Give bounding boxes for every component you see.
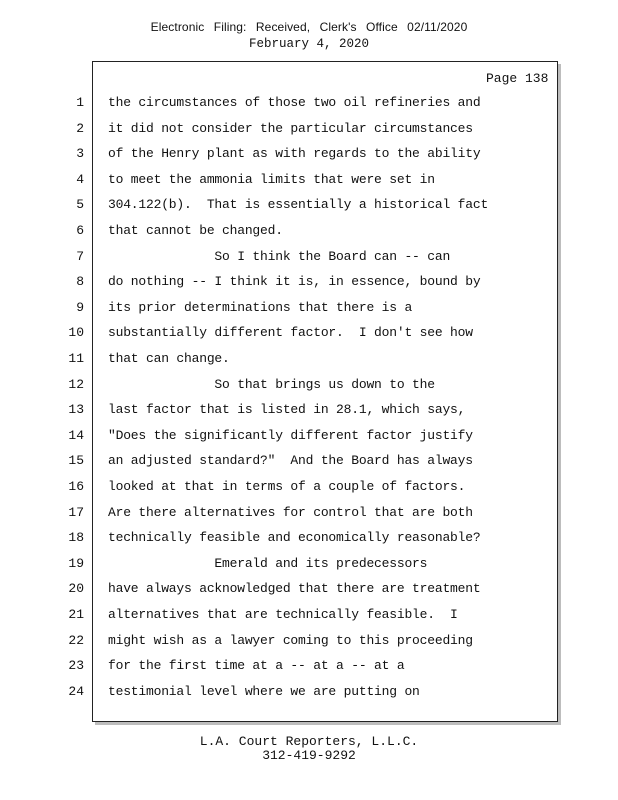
line-text: for the first time at a -- at a -- at a <box>108 658 405 674</box>
line-text: do nothing -- I think it is, in essence, bound by <box>108 274 481 290</box>
line-number: 20 <box>68 581 84 597</box>
line-text: might wish as a lawyer coming to this proceeding <box>108 632 473 648</box>
line-text: it did not consider the particular circumstances <box>108 120 473 136</box>
line-text: that can change. <box>108 351 230 366</box>
line-text: its prior determinations that there is a <box>108 299 413 315</box>
line-number: 4 <box>76 171 84 187</box>
line-number: 2 <box>76 120 84 136</box>
line-text: of the Henry plant as with regards to the ability <box>108 146 481 162</box>
line-text: testimonial level where we are putting on <box>108 683 420 699</box>
line-number: 10 <box>68 325 84 341</box>
line-text: to meet the ammonia limits that were set in <box>108 171 435 187</box>
filing-stamp: Electronic Filing: Received, Clerk's Office 02/11/2020 <box>150 20 468 34</box>
line-number: 18 <box>68 530 84 546</box>
reporter-phone: 312-419-9292 <box>262 748 356 763</box>
line-text: looked at that in terms of a couple of factors. <box>108 479 466 494</box>
line-number: 13 <box>68 402 84 418</box>
line-number: 24 <box>68 683 84 699</box>
line-text: So that brings us down to the <box>108 376 435 392</box>
page-number: Page 138 <box>486 71 549 86</box>
line-text: alternatives that are technically feasible. I <box>108 607 458 622</box>
line-text: "Does the significantly different factor justify <box>108 427 473 443</box>
line-number: 7 <box>76 248 84 264</box>
line-text: Are there alternatives for control that are both <box>108 504 473 520</box>
line-text: technically feasible and economically reasonable? <box>108 530 481 546</box>
line-text: substantially different factor. I don't see how <box>108 325 473 341</box>
line-number: 17 <box>68 504 84 520</box>
line-number: 14 <box>68 427 84 443</box>
line-number: 23 <box>68 658 84 674</box>
line-number: 11 <box>68 351 84 366</box>
line-text: So I think the Board can -- can <box>108 248 451 264</box>
line-number: 3 <box>76 146 84 162</box>
line-number: 12 <box>68 376 84 392</box>
line-text: an adjusted standard?" And the Board has always <box>108 453 473 469</box>
line-number: 1 <box>76 95 84 110</box>
line-text: have always acknowledged that there are treatment <box>108 581 481 597</box>
line-text: Emerald and its predecessors <box>108 555 428 571</box>
line-number: 9 <box>76 299 84 315</box>
reporter-company: L.A. Court Reporters, L.L.C. <box>199 734 419 749</box>
line-number: 15 <box>68 453 84 469</box>
line-text: that cannot be changed. <box>108 223 283 238</box>
line-number: 19 <box>68 555 84 571</box>
line-number: 22 <box>68 632 84 648</box>
line-number: 21 <box>68 607 84 622</box>
line-text: the circumstances of those two oil refineries and <box>108 95 481 110</box>
line-number: 8 <box>76 274 84 290</box>
line-text: 304.122(b). That is essentially a historical fact <box>108 197 489 213</box>
hearing-date: February 4, 2020 <box>248 37 370 51</box>
line-number: 6 <box>76 223 84 238</box>
line-number: 5 <box>76 197 84 213</box>
line-text: last factor that is listed in 28.1, which says, <box>108 402 466 418</box>
line-number: 16 <box>68 479 84 494</box>
